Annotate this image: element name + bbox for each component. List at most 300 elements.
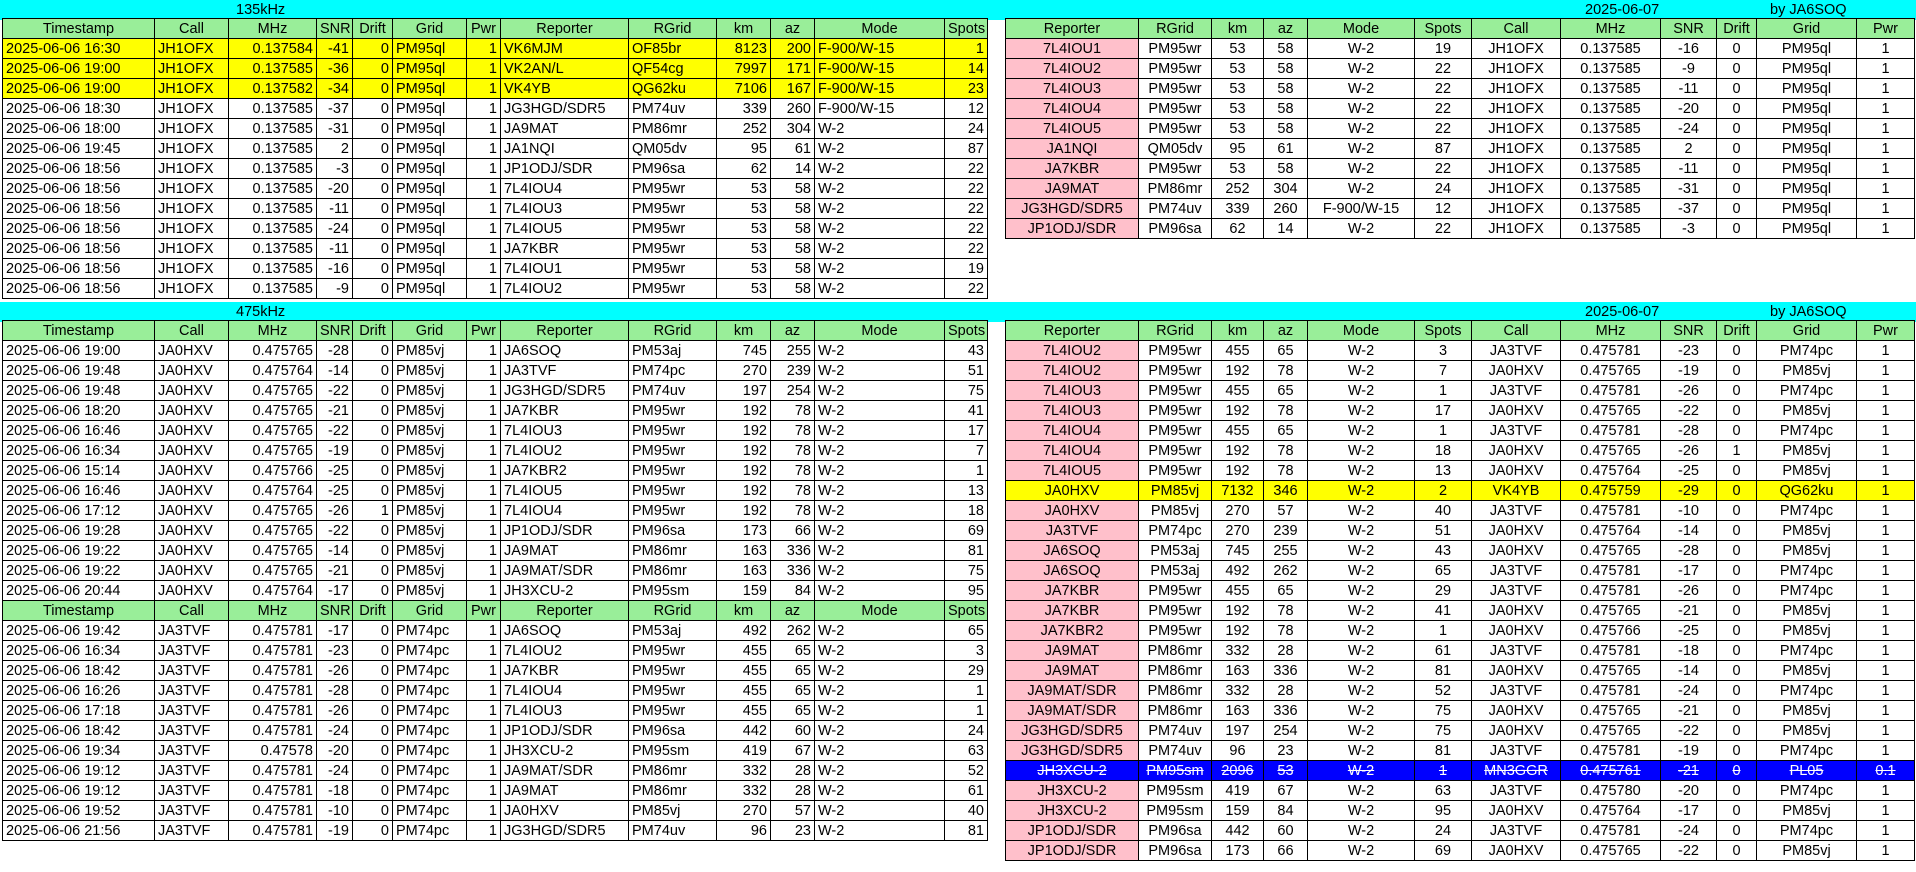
table-cell: 1	[467, 59, 501, 79]
table-cell: W-2	[1308, 59, 1415, 79]
table-cell: 0.475765	[1561, 361, 1661, 381]
table-cell: 1	[1857, 441, 1915, 461]
table-cell: PM85vj	[393, 341, 467, 361]
table-row	[1006, 681, 1915, 701]
table-cell: JA7KBR2	[501, 461, 629, 481]
table-cell: -11	[317, 199, 353, 219]
table-cell: JA0HXV	[1472, 401, 1561, 421]
table-cell: -29	[1661, 481, 1717, 501]
table-cell: 78	[1264, 401, 1308, 421]
band-bar-475khz	[0, 302, 1916, 322]
table-cell: W-2	[1308, 561, 1415, 581]
table-cell: 1	[467, 119, 501, 139]
table-cell: W-2	[815, 421, 945, 441]
table-cell: JA3TVF	[155, 721, 229, 741]
table-cell: JA0HXV	[155, 341, 229, 361]
table-cell: 0	[353, 259, 393, 279]
table-cell: 192	[1212, 441, 1264, 461]
table-cell: -31	[1661, 179, 1717, 199]
table-cell: 0	[353, 641, 393, 661]
table-cell: PM85vj	[1757, 441, 1857, 461]
table-cell: PM53aj	[629, 341, 717, 361]
table-cell: JA0HXV	[1472, 801, 1561, 821]
table-cell: 0	[353, 421, 393, 441]
table-cell: JP1ODJ/SDR	[501, 521, 629, 541]
table-cell: 0	[353, 661, 393, 681]
column-header: km	[717, 601, 771, 621]
table-cell: 58	[1264, 99, 1308, 119]
table-cell: 51	[1415, 521, 1472, 541]
table-cell: 78	[1264, 601, 1308, 621]
table-cell: 163	[1212, 701, 1264, 721]
table-cell: VK4YB	[1472, 481, 1561, 501]
table-cell: 24	[945, 721, 988, 741]
column-header: Drift	[1717, 19, 1757, 39]
table-cell: 0.137585	[229, 219, 317, 239]
table-cell: 0	[1717, 601, 1757, 621]
table-cell: PM95ql	[393, 179, 467, 199]
table-cell: W-2	[1308, 681, 1415, 701]
table-cell: PM95ql	[393, 99, 467, 119]
table-cell: -23	[317, 641, 353, 661]
table-cell: 1	[467, 461, 501, 481]
table-cell: JA7KBR	[1006, 601, 1139, 621]
table-cell: 1	[467, 801, 501, 821]
table-cell: JA3TVF	[1472, 581, 1561, 601]
table-cell: 0	[1717, 381, 1757, 401]
table-cell: PM95ql	[1757, 79, 1857, 99]
table-cell: JA1NQI	[501, 139, 629, 159]
section-135khz	[0, 0, 1916, 305]
table-cell: 58	[1264, 59, 1308, 79]
table-cell: 0	[1717, 621, 1757, 641]
table-cell: -11	[317, 239, 353, 259]
table-cell: JH1OFX	[1472, 219, 1561, 239]
table-cell: 0	[1717, 401, 1757, 421]
table-cell: JA9MAT/SDR	[1006, 681, 1139, 701]
table-cell: JA0HXV	[155, 581, 229, 601]
table-cell: 22	[945, 179, 988, 199]
table-cell: PM74pc	[1757, 641, 1857, 661]
table-cell: 0	[1717, 841, 1757, 861]
table-cell: 0	[1717, 59, 1757, 79]
table-cell: VK6MJM	[501, 39, 629, 59]
table-cell: PM74pc	[393, 681, 467, 701]
table-cell: 270	[1212, 521, 1264, 541]
table-cell: W-2	[1308, 39, 1415, 59]
table-cell: VK4YB	[501, 79, 629, 99]
table-cell: PM95sm	[1139, 781, 1212, 801]
table-cell: PM95ql	[1757, 99, 1857, 119]
table-cell: PM96sa	[629, 721, 717, 741]
table-cell: 0.475765	[229, 541, 317, 561]
table-cell: 346	[1264, 481, 1308, 501]
table-cell: 1	[1857, 219, 1915, 239]
table-cell: 0.137585	[229, 99, 317, 119]
table-cell: JA0HXV	[155, 561, 229, 581]
column-header: Spots	[1415, 19, 1472, 39]
table-cell: PM95wr	[1139, 601, 1212, 621]
table-cell: F-900/W-15	[815, 79, 945, 99]
table-cell: JG3HGD/SDR5	[501, 821, 629, 841]
table-row	[1006, 501, 1915, 521]
table-cell: 0.137584	[229, 39, 317, 59]
table-cell: 0.475765	[1561, 841, 1661, 861]
table-cell: -14	[1661, 521, 1717, 541]
table-cell: JA0HXV	[155, 441, 229, 461]
table-cell: PM85vj	[1757, 541, 1857, 561]
table-cell: 455	[717, 661, 771, 681]
column-header: Pwr	[1857, 19, 1915, 39]
column-header: MHz	[229, 321, 317, 341]
table-cell: JA7KBR	[501, 661, 629, 681]
table-cell: 270	[1212, 501, 1264, 521]
table-cell: 18	[945, 501, 988, 521]
table-cell: 254	[1264, 721, 1308, 741]
table-cell: 18	[1415, 441, 1472, 461]
table-cell: VK2AN/L	[501, 59, 629, 79]
table-cell: W-2	[1308, 421, 1415, 441]
table-row	[1006, 119, 1915, 139]
table-cell: -17	[1661, 801, 1717, 821]
table-cell: 0	[1717, 681, 1757, 701]
table-cell: JA6SOQ	[1006, 541, 1139, 561]
table-cell: JA0HXV	[155, 501, 229, 521]
table-cell: JA7KBR	[501, 239, 629, 259]
table-cell: JH3XCU-2	[1006, 781, 1139, 801]
table-row	[3, 821, 988, 841]
table-cell: 192	[1212, 621, 1264, 641]
table-cell: W-2	[815, 341, 945, 361]
table-cell: 78	[771, 441, 815, 461]
table-cell: 192	[1212, 401, 1264, 421]
table-cell: 0.47578	[229, 741, 317, 761]
table-cell: 53	[1212, 119, 1264, 139]
table-cell: 2025-06-06 21:56	[3, 821, 155, 841]
table-cell: W-2	[815, 521, 945, 541]
table-cell: 2025-06-06 15:14	[3, 461, 155, 481]
table-row	[3, 501, 988, 521]
table-cell: JP1ODJ/SDR	[1006, 821, 1139, 841]
table-cell: 2025-06-06 18:56	[3, 259, 155, 279]
table-cell: 0	[1717, 421, 1757, 441]
table-cell: PM74pc	[1757, 501, 1857, 521]
table-cell: 62	[717, 159, 771, 179]
table-cell: 0.475781	[1561, 581, 1661, 601]
table-cell: 0	[1717, 521, 1757, 541]
table-cell: 0.475765	[1561, 401, 1661, 421]
column-header: Reporter	[501, 321, 629, 341]
table-cell: 0	[353, 721, 393, 741]
table-cell: 2025-06-06 19:12	[3, 781, 155, 801]
table-cell: 2025-06-06 19:22	[3, 561, 155, 581]
table-cell: 7L4IOU5	[1006, 119, 1139, 139]
table-cell: PM95wr	[1139, 79, 1212, 99]
column-header: RGrid	[629, 321, 717, 341]
table-cell: 61	[1415, 641, 1472, 661]
table-cell: -20	[1661, 781, 1717, 801]
table-cell: -25	[317, 481, 353, 501]
table-row	[3, 361, 988, 381]
table-cell: 22	[1415, 159, 1472, 179]
table-cell: PM95ql	[1757, 119, 1857, 139]
table-cell: 1	[1857, 701, 1915, 721]
table-cell: JA6SOQ	[501, 621, 629, 641]
table-cell: 0.475781	[229, 661, 317, 681]
table-row	[3, 561, 988, 581]
table-cell: W-2	[1308, 541, 1415, 561]
table-cell: W-2	[815, 681, 945, 701]
report-date: 2025-06-07	[1585, 304, 1660, 320]
table-cell: -37	[1661, 199, 1717, 219]
table-cell: PM74pc	[393, 641, 467, 661]
table-cell: PM74pc	[1757, 741, 1857, 761]
table-cell: 95	[1415, 801, 1472, 821]
table-cell: 0	[353, 361, 393, 381]
table-cell: 2025-06-06 18:56	[3, 179, 155, 199]
table-cell: 1	[1857, 421, 1915, 441]
table-cell: 62	[1212, 219, 1264, 239]
column-header: Mode	[815, 19, 945, 39]
table-row	[3, 621, 988, 641]
table-cell: PM95wr	[629, 259, 717, 279]
table-cell: -25	[1661, 621, 1717, 641]
table-cell: JA3TVF	[1472, 501, 1561, 521]
column-header: SNR	[317, 601, 353, 621]
table-cell: PM74pc	[1757, 341, 1857, 361]
table-row	[3, 139, 988, 159]
table-cell: JA0HXV	[1472, 721, 1561, 741]
table-row	[3, 99, 988, 119]
table-cell: 67	[1264, 781, 1308, 801]
column-header: SNR	[317, 19, 353, 39]
table-cell: W-2	[815, 581, 945, 601]
table-cell: 1	[467, 159, 501, 179]
table-cell: W-2	[1308, 179, 1415, 199]
table-cell: PM95wr	[629, 401, 717, 421]
table-cell: 1	[1857, 581, 1915, 601]
table-cell: PM95wr	[629, 501, 717, 521]
table-row	[3, 681, 988, 701]
table-cell: 57	[771, 801, 815, 821]
table-cell: W-2	[1308, 661, 1415, 681]
table-cell: W-2	[1308, 581, 1415, 601]
table-cell: 53	[1264, 761, 1308, 781]
table-cell: PM74pc	[1757, 381, 1857, 401]
table-cell: W-2	[1308, 781, 1415, 801]
table-cell: 0	[353, 701, 393, 721]
table-cell: JH1OFX	[155, 219, 229, 239]
table-cell: 2	[1661, 139, 1717, 159]
table-cell: W-2	[815, 541, 945, 561]
table-cell: 7L4IOU3	[501, 199, 629, 219]
table-cell: JA7KBR2	[1006, 621, 1139, 641]
table-cell: 81	[945, 821, 988, 841]
table-cell: 0	[1717, 541, 1757, 561]
table-cell: 1	[467, 79, 501, 99]
table-cell: 2025-06-06 17:12	[3, 501, 155, 521]
table-cell: 0.475764	[229, 361, 317, 381]
table-row	[1006, 621, 1915, 641]
table-cell: PM74pc	[393, 761, 467, 781]
table-cell: -24	[1661, 821, 1717, 841]
table-cell: PM85vj	[393, 461, 467, 481]
table-cell: 304	[771, 119, 815, 139]
column-header: Timestamp	[3, 601, 155, 621]
table-cell: 1	[945, 39, 988, 59]
table-cell: PM86mr	[1139, 681, 1212, 701]
table-cell: 2025-06-06 19:12	[3, 761, 155, 781]
table-cell: PM86mr	[1139, 179, 1212, 199]
table-cell: 0.475764	[1561, 521, 1661, 541]
table-cell: 8123	[717, 39, 771, 59]
table-cell: 0	[353, 401, 393, 421]
table-cell: 14	[945, 59, 988, 79]
table-cell: 2025-06-06 18:56	[3, 159, 155, 179]
table-cell: 41	[1415, 601, 1472, 621]
column-header: Grid	[1757, 321, 1857, 341]
table-cell: 2025-06-06 18:30	[3, 99, 155, 119]
table-cell: PM53aj	[629, 621, 717, 641]
table-cell: -11	[1661, 159, 1717, 179]
table-cell: 255	[1264, 541, 1308, 561]
column-header: Pwr	[467, 321, 501, 341]
table-cell: 81	[1415, 661, 1472, 681]
table-cell: -14	[1661, 661, 1717, 681]
table-row	[3, 159, 988, 179]
table-cell: 304	[1264, 179, 1308, 199]
table-cell: 0.475781	[1561, 501, 1661, 521]
table-cell: W-2	[815, 199, 945, 219]
table-cell: 2025-06-06 19:00	[3, 59, 155, 79]
table-cell: 173	[717, 521, 771, 541]
table-cell: W-2	[1308, 841, 1415, 861]
table-cell: -20	[1661, 99, 1717, 119]
table-cell: W-2	[1308, 501, 1415, 521]
table-cell: PM86mr	[1139, 701, 1212, 721]
table-cell: 7997	[717, 59, 771, 79]
column-header: km	[717, 19, 771, 39]
table-cell: PM95wr	[629, 199, 717, 219]
table-cell: 40	[945, 801, 988, 821]
table-cell: 1	[1857, 541, 1915, 561]
table-cell: PM95ql	[1757, 199, 1857, 219]
table-cell: 1	[1857, 741, 1915, 761]
table-cell: PM85vj	[1757, 701, 1857, 721]
table-cell: JA7KBR	[1006, 581, 1139, 601]
table-cell: JH1OFX	[155, 239, 229, 259]
table-cell: 0.475765	[229, 421, 317, 441]
table-cell: 61	[771, 139, 815, 159]
table-cell: JH1OFX	[1472, 119, 1561, 139]
table-cell: JH1OFX	[1472, 159, 1561, 179]
table-cell: -19	[1661, 741, 1717, 761]
table-cell: 81	[945, 541, 988, 561]
table-cell: 22	[945, 279, 988, 299]
report-author: by JA6SOQ	[1770, 2, 1847, 18]
table-cell: 1	[945, 681, 988, 701]
table-cell: 22	[945, 159, 988, 179]
table-cell: 1	[1857, 39, 1915, 59]
column-header: Timestamp	[3, 321, 155, 341]
table-cell: -14	[317, 361, 353, 381]
table-cell: F-900/W-15	[1308, 199, 1415, 219]
table-cell: PM95ql	[393, 119, 467, 139]
column-header: Reporter	[1006, 19, 1139, 39]
table-cell: PM85vj	[393, 401, 467, 421]
table-cell: W-2	[815, 361, 945, 381]
table-cell: 7L4IOU4	[1006, 99, 1139, 119]
table-cell: 96	[1212, 741, 1264, 761]
table-row	[1006, 821, 1915, 841]
table-cell: JH3XCU-2	[1006, 761, 1139, 781]
table-cell: 24	[945, 119, 988, 139]
table-cell: 2025-06-06 16:46	[3, 421, 155, 441]
band-label: 475kHz	[236, 304, 286, 320]
table-cell: PM74pc	[393, 741, 467, 761]
table-cell: JH3XCU-2	[1006, 801, 1139, 821]
table-cell: JA3TVF	[155, 801, 229, 821]
table-cell: 0.475781	[229, 701, 317, 721]
table-cell: 7L4IOU3	[1006, 79, 1139, 99]
table-cell: 41	[945, 401, 988, 421]
table-cell: 22	[1415, 119, 1472, 139]
table-cell: JH1OFX	[155, 199, 229, 219]
table-cell: 0	[1717, 761, 1757, 781]
table-cell: 0	[1717, 361, 1757, 381]
table-cell: 0.475765	[1561, 721, 1661, 741]
table-cell: JH1OFX	[155, 259, 229, 279]
table-cell: 7L4IOU4	[1006, 421, 1139, 441]
table-cell: W-2	[815, 119, 945, 139]
table-cell: PM74uv	[629, 821, 717, 841]
table-cell: 1	[467, 661, 501, 681]
table-cell: W-2	[1308, 721, 1415, 741]
table-cell: 58	[771, 239, 815, 259]
table-cell: 0	[353, 279, 393, 299]
table-cell: -18	[317, 781, 353, 801]
table-cell: W-2	[815, 401, 945, 421]
table-cell: 1	[467, 501, 501, 521]
table-cell: 173	[1212, 841, 1264, 861]
table-cell: QF54cg	[629, 59, 717, 79]
table-cell: 0.475766	[1561, 621, 1661, 641]
table-cell: PM74uv	[1139, 721, 1212, 741]
column-header: Spots	[945, 19, 988, 39]
table-cell: 0.475766	[229, 461, 317, 481]
table-cell: 0	[353, 681, 393, 701]
table-cell: 2025-06-06 18:20	[3, 401, 155, 421]
table-cell: PM95wr	[629, 641, 717, 661]
table-cell: 1	[467, 179, 501, 199]
table-cell: PM53aj	[1139, 561, 1212, 581]
table-cell: 2025-06-06 18:56	[3, 279, 155, 299]
table-cell: 336	[1264, 661, 1308, 681]
table-row	[1006, 381, 1915, 401]
table-cell: PM85vj	[393, 501, 467, 521]
table-cell: W-2	[1308, 481, 1415, 501]
table-cell: PM85vj	[1757, 601, 1857, 621]
table-cell: 0	[1717, 39, 1757, 59]
table-cell: 2025-06-06 19:22	[3, 541, 155, 561]
table-cell: 1	[467, 581, 501, 601]
table-cell: JA0HXV	[1006, 501, 1139, 521]
header-row	[3, 321, 988, 341]
table-cell: PM85vj	[393, 421, 467, 441]
table-cell: 0	[353, 521, 393, 541]
table-cell: 1	[1415, 621, 1472, 641]
table-cell: PM95wr	[629, 461, 717, 481]
